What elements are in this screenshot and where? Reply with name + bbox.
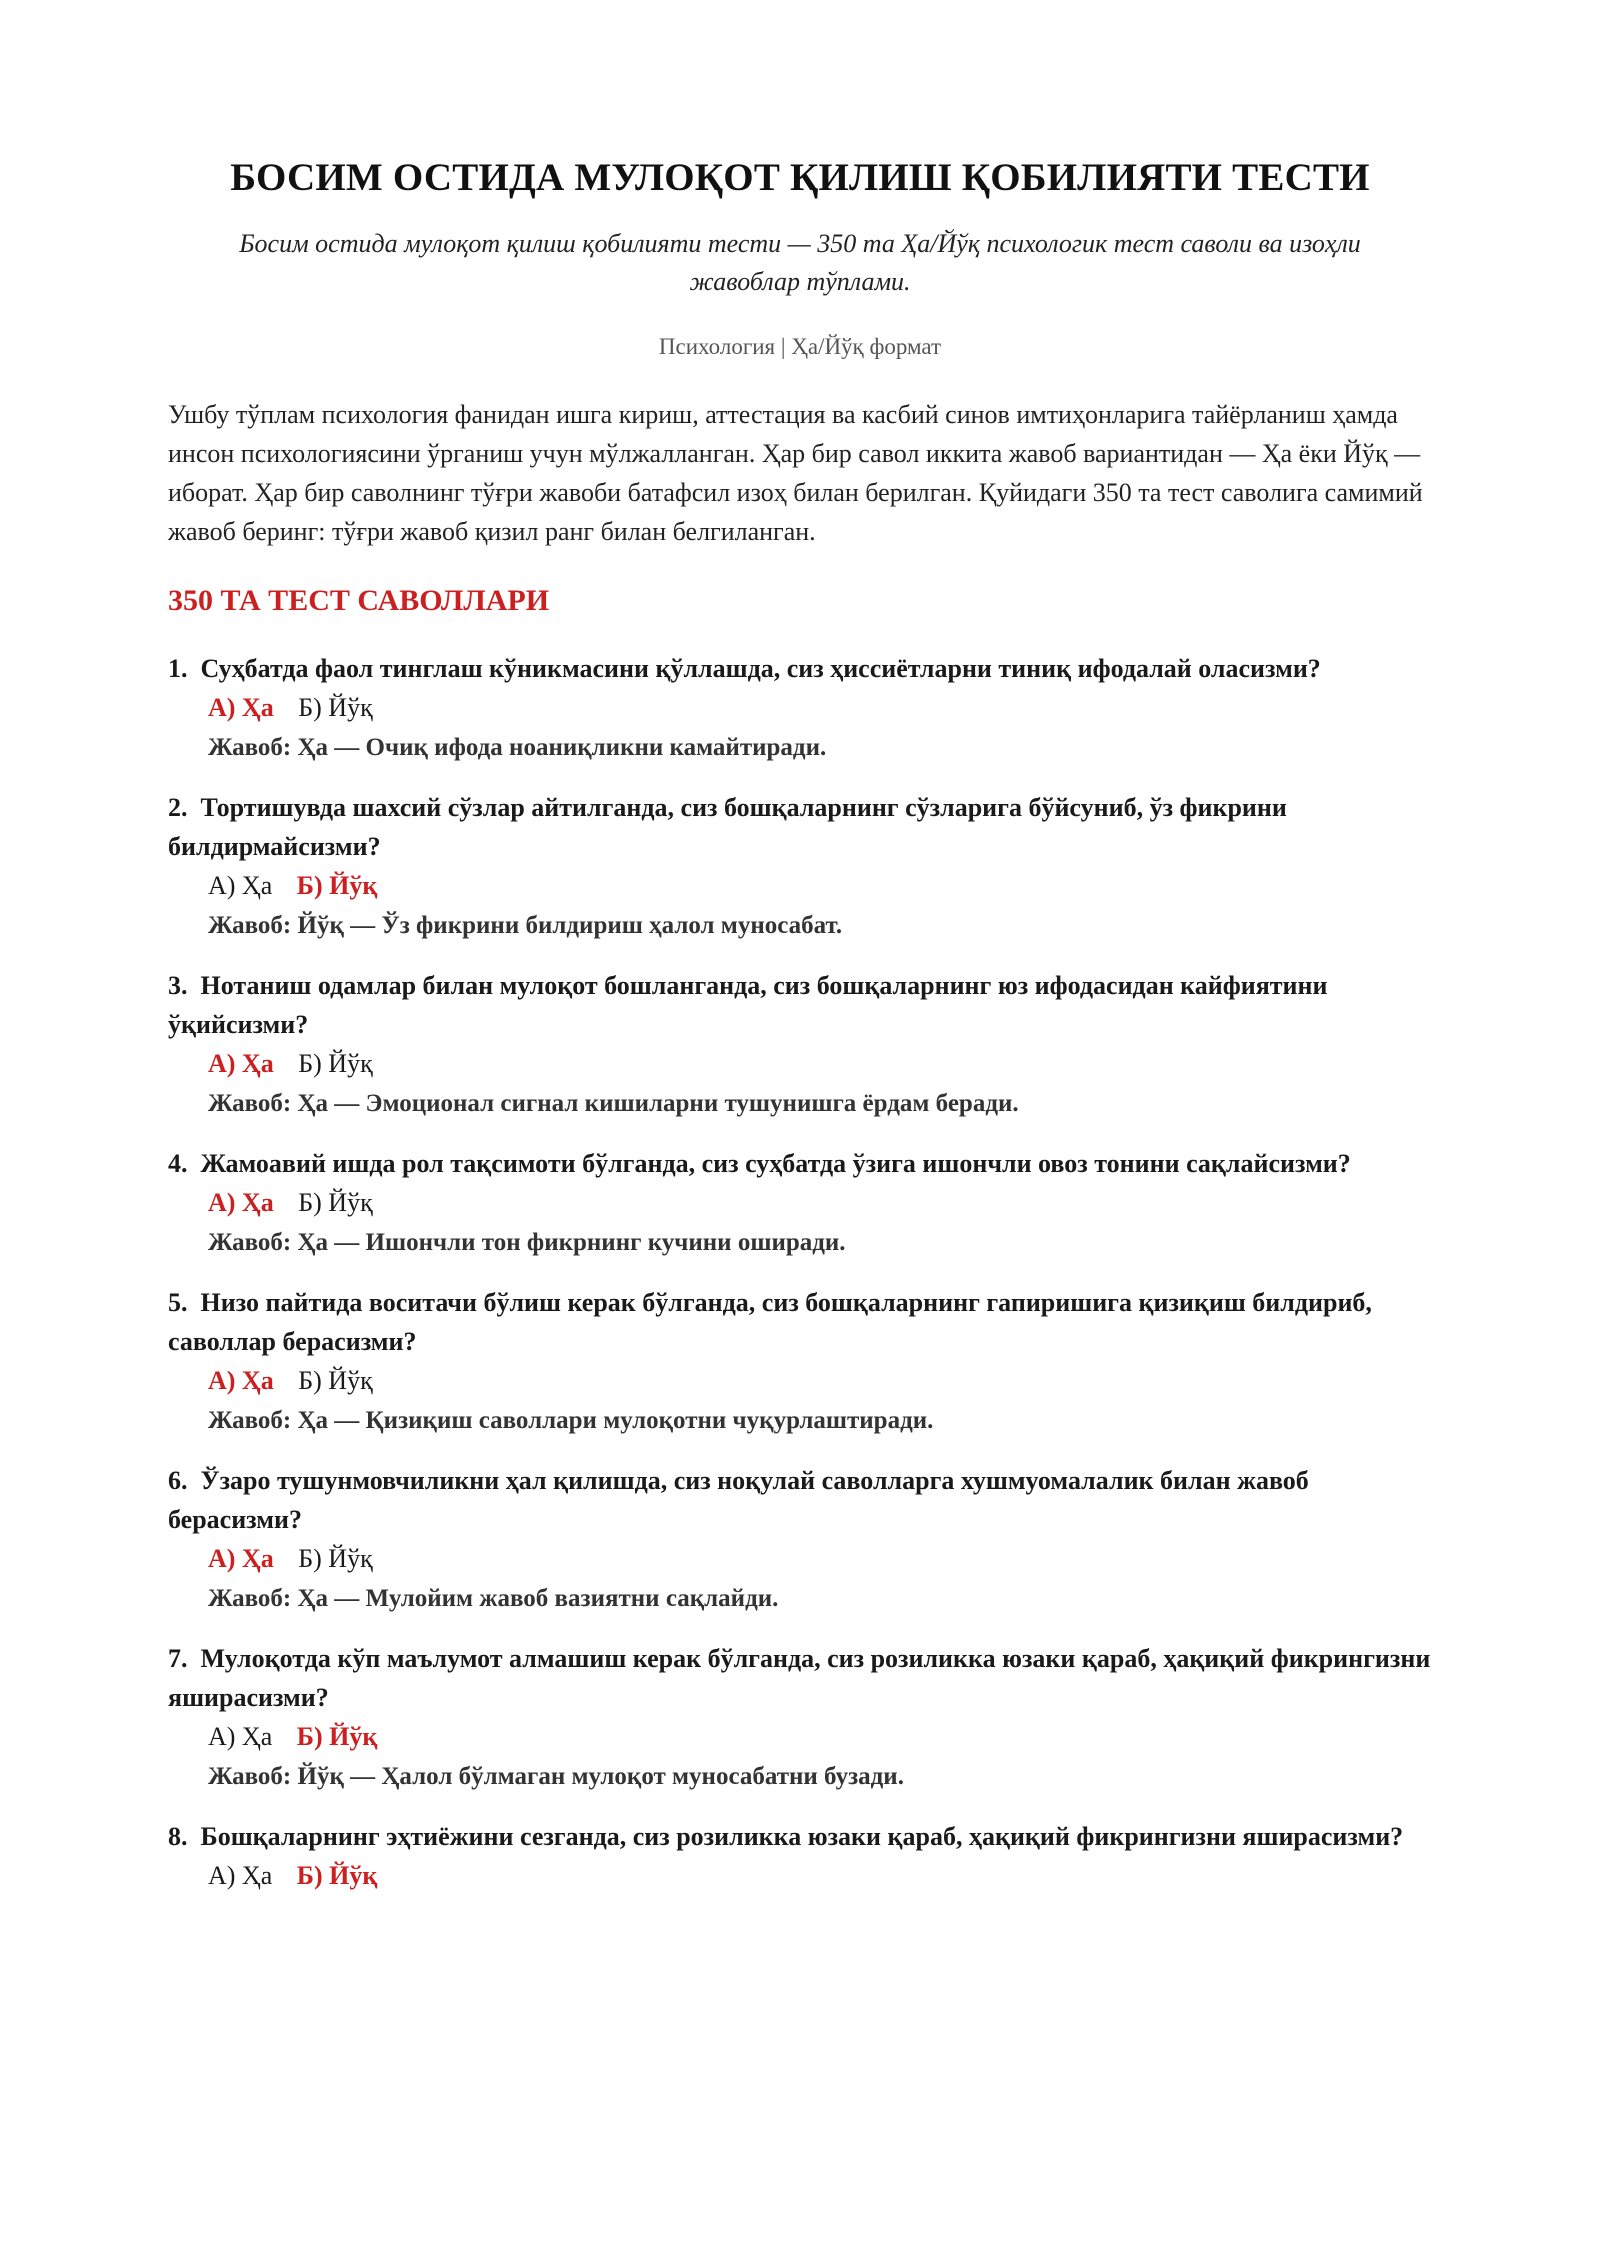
option-a: А) Ҳа — [208, 1722, 273, 1751]
option-b: Б) Йўқ — [298, 1544, 373, 1573]
question-number: 8. — [168, 1822, 188, 1851]
question-number: 4. — [168, 1149, 188, 1178]
question-item — [168, 966, 1432, 1125]
question-item — [168, 649, 1432, 769]
answer-options — [208, 1361, 1432, 1400]
option-b: Б) Йўқ — [296, 1722, 378, 1751]
question-number: 5. — [168, 1288, 188, 1317]
answer-options — [208, 1717, 1432, 1756]
question-body: Ўзаро тушунмовчиликни ҳал қилишда, сиз ноқулай саволларга хушмуомалалик билан жавоб берасизми? — [168, 1466, 1309, 1534]
question-text — [168, 1461, 1432, 1539]
answer-explanation: Жавоб: Йўқ — Ҳалол бўлмаган мулоқот муносабатни бузади. — [208, 1763, 904, 1790]
question-list — [168, 649, 1432, 1895]
option-a: А) Ҳа — [208, 693, 274, 722]
question-item — [168, 1283, 1432, 1442]
option-a: А) Ҳа — [208, 1049, 274, 1078]
question-body: Низо пайтида воситачи бўлиш керак бўлганда, сиз бошқаларнинг гапиришига қизиқиш билдириб, саволлар берасизми? — [168, 1288, 1372, 1356]
answer-explanation: Жавоб: Ҳа — Ишончли тон фикрнинг кучини оширади. — [208, 1229, 846, 1256]
answer-explanation: Жавоб: Ҳа — Эмоционал сигнал кишиларни тушунишга ёрдам беради. — [208, 1090, 1019, 1117]
question-text — [168, 1283, 1432, 1361]
question-body: Тортишувда шахсий сўзлар айтилганда, сиз бошқаларнинг сўзларига бўйсуниб, ўз фикрини билдирмайсизми? — [168, 793, 1287, 861]
document-page — [168, 0, 1432, 1914]
option-b: Б) Йўқ — [296, 871, 378, 900]
question-text — [168, 1144, 1432, 1183]
question-item — [168, 1461, 1432, 1620]
question-number: 2. — [168, 793, 188, 822]
option-a: А) Ҳа — [208, 1861, 273, 1890]
answer-options — [208, 866, 1432, 905]
document-title: БОСИМ ОСТИДА МУЛОҚОТ ҚИЛИШ ҚОБИЛИЯТИ ТЕСТИ — [230, 156, 1370, 199]
answer-options — [208, 688, 1432, 727]
question-number: 3. — [168, 971, 188, 1000]
answer-explanation: Жавоб: Ҳа — Мулойим жавоб вазиятни сақлайди. — [208, 1585, 779, 1612]
question-body: Нотаниш одамлар билан мулоқот бошланганда, сиз бошқаларнинг юз ифодасидан кайфиятини ўқийсизми? — [168, 971, 1328, 1039]
question-text — [168, 649, 1432, 688]
option-a: А) Ҳа — [208, 871, 273, 900]
answer-options — [208, 1539, 1432, 1578]
option-b: Б) Йўқ — [298, 1049, 373, 1078]
option-a: А) Ҳа — [208, 1544, 274, 1573]
document-subtitle: Босим остида мулоқот қилиш қобилияти тести — 350 та Ҳа/Йўқ психологик тест саволи ва изоҳли жавоблар тўплами. — [239, 229, 1361, 296]
question-item — [168, 1144, 1432, 1264]
question-number: 7. — [168, 1644, 188, 1673]
answer-explanation: Жавоб: Ҳа — Очиқ ифода ноаниқликни камайтиради. — [208, 734, 827, 761]
question-body: Мулоқотда кўп маълумот алмашиш керак бўлганда, сиз розиликка юзаки қараб, ҳақиқий фикрингизни яширасизми? — [168, 1644, 1431, 1712]
document-meta: Психология | Ҳа/Йўқ формат — [658, 334, 942, 359]
question-text — [168, 788, 1432, 866]
intro-paragraph: Ушбу тўплам психология фанидан ишга кириш, аттестация ва касбий синов имтиҳонларига тайёрланиш ҳамда инсон психологиясини ўрганиш учун мўлжалланган. Ҳар бир савол иккита жавоб вариантидан — Ҳа ёки Йўқ — иборат. Ҳар бир саволнинг тўғри жавоби батафсил изоҳ билан берилган. Қуйидаги 350 та тест саволига самимий жавоб беринг: тўғри жавоб қизил ранг билан белгиланган. — [168, 400, 1423, 546]
option-a: А) Ҳа — [208, 1366, 274, 1395]
question-number: 6. — [168, 1466, 188, 1495]
answer-options — [208, 1183, 1432, 1222]
question-item — [168, 1639, 1432, 1798]
question-number: 1. — [168, 654, 188, 683]
question-item — [168, 788, 1432, 947]
option-b: Б) Йўқ — [298, 1366, 373, 1395]
section-heading: 350 ТА ТЕСТ САВОЛЛАРИ — [168, 584, 550, 617]
answer-explanation: Жавоб: Ҳа — Қизиқиш саволлари мулоқотни чуқурлаштиради. — [208, 1407, 934, 1434]
answer-explanation: Жавоб: Йўқ — Ўз фикрини билдириш ҳалол муносабат. — [208, 912, 843, 939]
option-a: А) Ҳа — [208, 1188, 274, 1217]
question-item — [168, 1817, 1432, 1895]
question-text — [168, 1639, 1432, 1717]
option-b: Б) Йўқ — [298, 1188, 373, 1217]
question-body: Бошқаларнинг эҳтиёжини сезганда, сиз розиликка юзаки қараб, ҳақиқий фикрингизни яширасизми? — [200, 1822, 1404, 1851]
answer-options — [208, 1856, 1432, 1895]
answer-options — [208, 1044, 1432, 1083]
question-body: Суҳбатда фаол тинглаш кўникмасини қўллашда, сиз ҳиссиётларни тиниқ ифодалай оласизми? — [200, 654, 1321, 683]
question-body: Жамоавий ишда рол тақсимоти бўлганда, сиз суҳбатда ўзига ишончли овоз тонини сақлайсизми? — [200, 1149, 1351, 1178]
question-text — [168, 1817, 1432, 1856]
option-b: Б) Йўқ — [296, 1861, 378, 1890]
option-b: Б) Йўқ — [298, 693, 373, 722]
question-text — [168, 966, 1432, 1044]
